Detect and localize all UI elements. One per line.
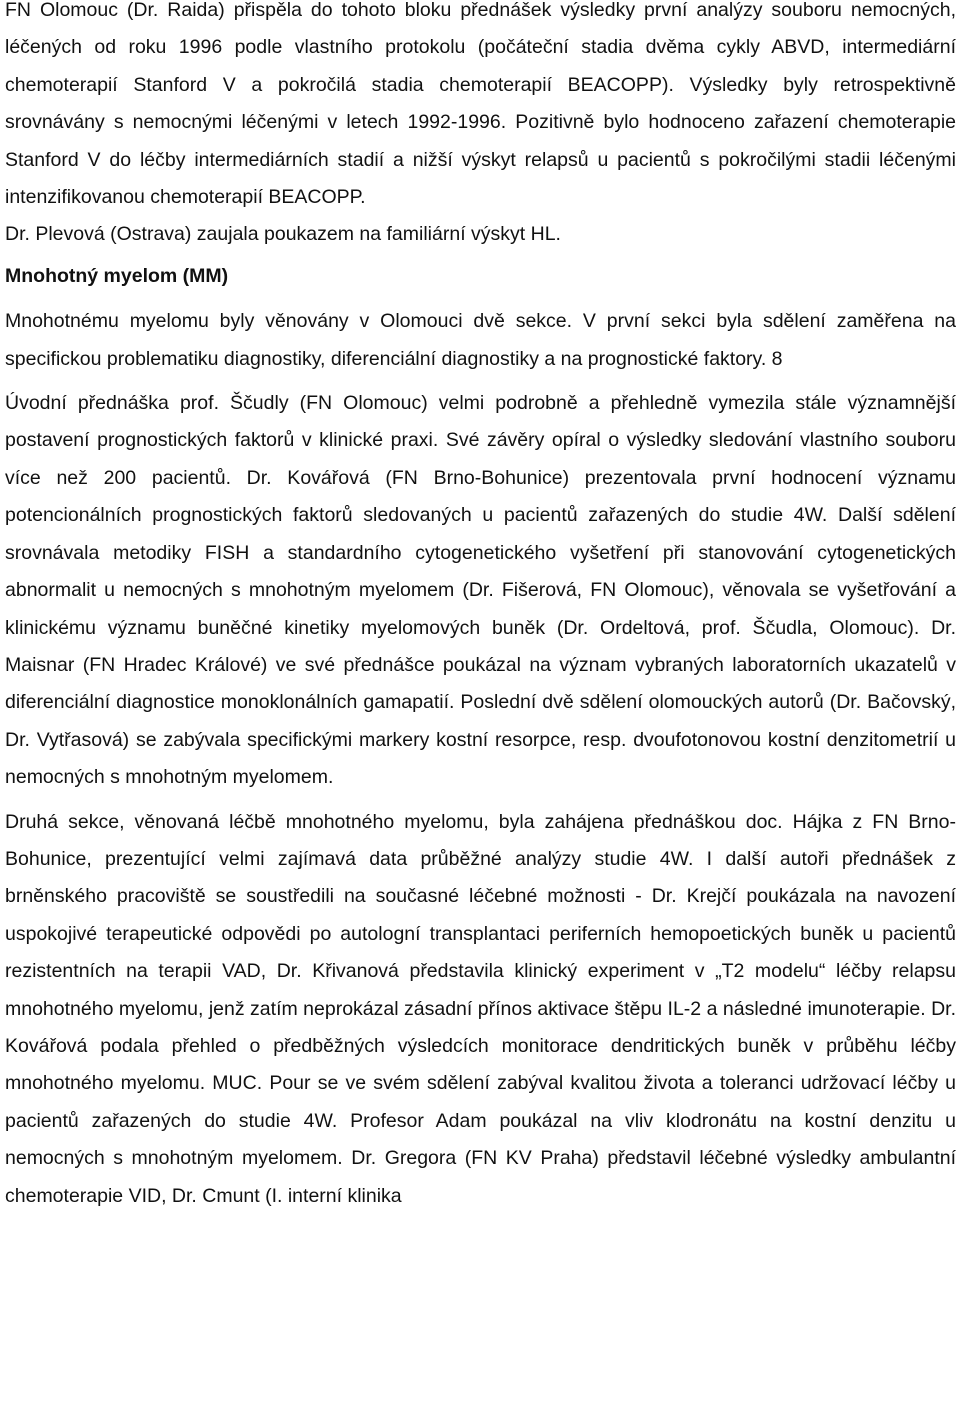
document-page <box>5 0 956 1215</box>
section-heading: Mnohotný myelom (MM) <box>5 264 229 287</box>
paragraph-second-section: Druhá sekce, věnovaná léčbě mnohotného myelomu, byla zahájena přednáškou doc. Hájka z FN Brno-Bohunice, prezentující velmi zajímavá data průběžné analýzy studie 4W. I další autoři přednášek z brněnského pracoviště se soustředili na současné léčebné možnosti - Dr. Krejčí poukázala na navození uspokojivé terapeutické odpovědi po autologní transplantaci periferních hemopoetických buněk u pacientů rezistentních na terapii VAD, Dr. Křivanová představila klinický experiment v „T2 modelu“ léčby relapsu mnohotného myelomu, jenž zatím neprokázal zásadní přínos aktivace štěpu IL-2 a následné imunoterapie. Dr. Kovářová podala přehled o předběžných výsledcích monitorace dendritických buněk v průběhu léčby mnohotného myelomu. MUC. Pour se ve svém sdělení zabýval kvalitou života a toleranci udržovací léčby u pacientů zařazených do studie 4W. Profesor Adam poukázal na vliv klodronátu na kostní denzitu u nemocných s mnohotným myelomem. Dr. Gregora (FN KV Praha) představil léčebné výsledky ambulantní chemoterapie VID, Dr. Cmunt (I. interní klinika <box>5 810 956 1207</box>
paragraph-myeloma-intro: Mnohotnému myelomu byly věnovány v Olomouci dvě sekce. V první sekci byla sdělení zaměřena na specifickou problematiku diagnostiky, diferenciální diagnostiky a na prognostické faktory. 8 <box>5 310 956 370</box>
paragraph-first-section: Úvodní přednáška prof. Ščudly (FN Olomouc) velmi podrobně a přehledně vymezila stále významnější postavení prognostických faktorů v klinické praxi. Své závěry opíral o výsledky sledování vlastního souboru více než 200 pacientů. Dr. Kovářová (FN Brno-Bohunice) prezentovala první hodnocení významu potencionálních prognostických faktorů sledovaných u pacientů zařazených do studie 4W. Další sdělení srovnávala metodiky FISH a standardního cytogenetického vyšetření při stanovování cytogenetických abnormalit u nemocných s mnohotným myelomem (Dr. Fišerová, FN Olomouc), věnovala se vyšetřování a klinickému významu buněčné kinetiky myelomových buněk (Dr. Ordeltová, prof. Ščudla, Olomouc). Dr. Maisnar (FN Hradec Králové) ve své přednášce poukázal na význam vybraných laboratorních ukazatelů v diferenciální diagnostice monoklonálních gamapatií. Poslední dvě sdělení olomouckých autorů (Dr. Bačovský, Dr. Vytřasová) se zabývala specifickými markery kostní resorpce, resp. dvoufotonovou kostní denzitometrií u nemocných s mnohotným myelomem. <box>5 392 956 789</box>
paragraph-familial-occurrence: Dr. Plevová (Ostrava) zaujala poukazem na familiární výskyt HL. <box>5 223 561 246</box>
paragraph-hodgkin-results: FN Olomouc (Dr. Raida) přispěla do tohoto bloku přednášek výsledky první analýzy souboru nemocných, léčených od roku 1996 podle vlastního protokolu (počáteční stadia dvěma cykly ABVD, intermediární chemoterapií Stanford V a pokročilá stadia chemoterapií BEACOPP). Výsledky byly retrospektivně srovnávány s nemocnými léčenými v letech 1992-1996. Pozitivně bylo hodnoceno zařazení chemoterapie Stanford V do léčby intermediárních stadií a nižší výskyt relapsů u pacientů s pokročilými stadii léčenými intenzifikovanou chemoterapií BEACOPP. <box>5 0 956 209</box>
